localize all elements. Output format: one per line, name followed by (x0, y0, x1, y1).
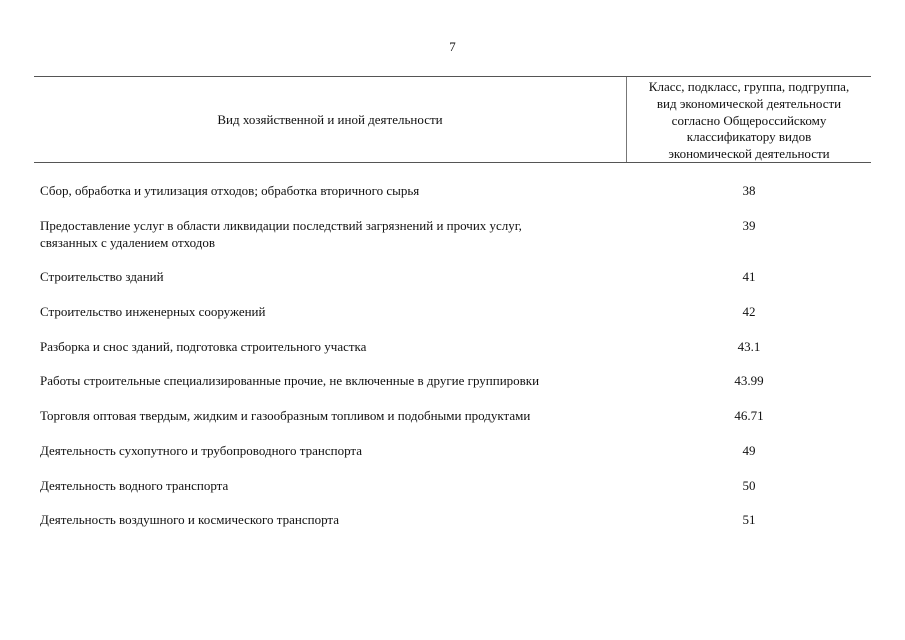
classification-header-line: согласно Общероссийскому (671, 112, 827, 128)
activity-cell: Строительство зданий (40, 269, 164, 284)
okved-code-cell: 51 (742, 512, 756, 527)
activity-cell: Деятельность сухопутного и трубопроводного транспорта (40, 443, 363, 458)
okved-code-cell: 49 (742, 443, 756, 458)
activity-cell: Работы строительные специализированные прочие, не включенные в другие группировки (40, 373, 540, 388)
classification-header-line: вид экономической деятельности (656, 95, 842, 111)
okved-code-cell: 38 (742, 183, 756, 198)
activity-cell: Строительство инженерных сооружений (40, 304, 266, 319)
activity-cell (40, 217, 630, 251)
page-number: 7 (449, 39, 456, 54)
activity-cell-line: связанных с удалением отходов (40, 235, 216, 250)
classification-header-line: экономической деятельности (668, 146, 830, 162)
okved-code-cell: 39 (742, 218, 756, 233)
activity-cell: Деятельность водного транспорта (40, 478, 229, 493)
okved-code-cell: 43.1 (737, 339, 761, 354)
activity-cell: Сбор, обработка и утилизация отходов; обработка вторичного сырья (40, 183, 420, 198)
classification-header-line: классификатору видов (686, 129, 812, 145)
classification-header-line: Класс, подкласс, группа, подгруппа, (648, 79, 850, 94)
okved-code-cell: 42 (742, 304, 756, 319)
activity-cell-line: Предоставление услуг в области ликвидации последствий загрязнений и прочих услуг, (40, 218, 522, 233)
activity-column-header: Вид хозяйственной и иной деятельности (217, 112, 443, 127)
okved-code-cell: 41 (742, 269, 756, 284)
activity-cell: Торговля оптовая твердым, жидким и газообразным топливом и подобными продуктами (40, 408, 531, 423)
activity-cell: Деятельность воздушного и космического транспорта (40, 512, 340, 527)
okved-code-cell: 50 (742, 478, 756, 493)
okved-code-cell: 46.71 (734, 408, 764, 423)
activity-cell: Разборка и снос зданий, подготовка строительного участка (40, 339, 367, 354)
okved-code-cell: 43.99 (734, 373, 764, 388)
